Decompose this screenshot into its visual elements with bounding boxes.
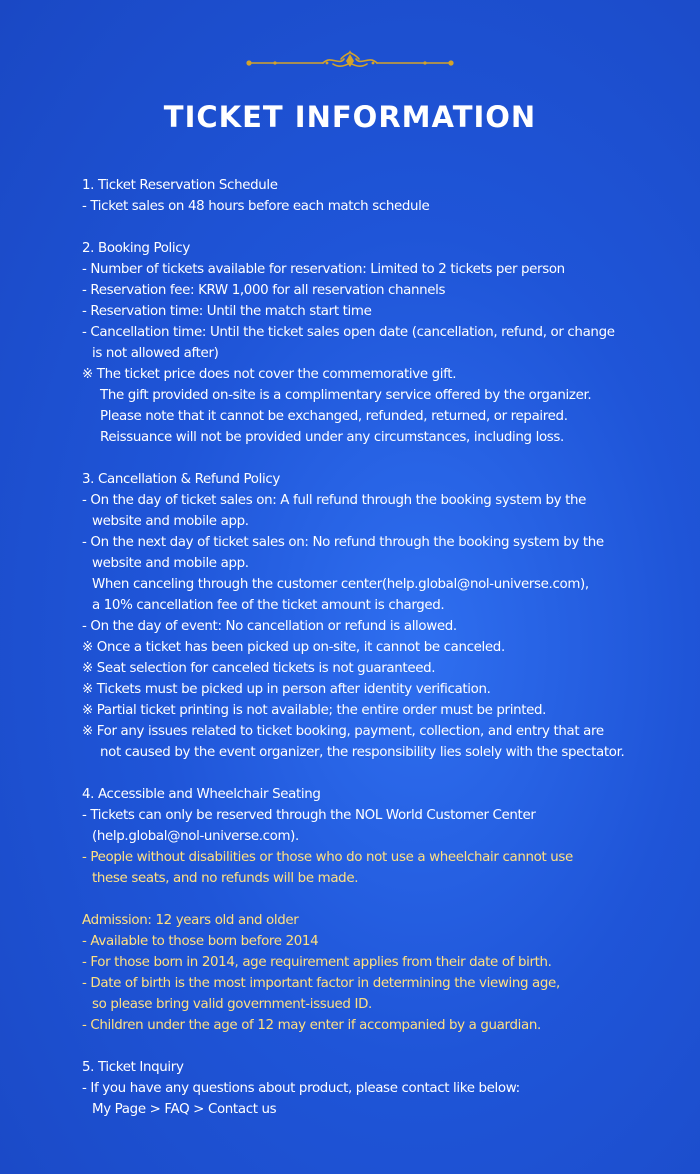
- list-item: When canceling through the customer center(help.global@nol-universe.com),: [92, 577, 589, 592]
- note-item: Please note that it cannot be exchanged, refunded, returned, or repaired.: [100, 409, 568, 424]
- list-item: is not allowed after): [92, 346, 219, 361]
- list-item: website and mobile app.: [92, 514, 249, 529]
- note-item: The gift provided on-site is a complimentary service offered by the organizer.: [100, 388, 592, 403]
- note-item: not caused by the event organizer, the responsibility lies solely with the spectator.: [100, 745, 625, 760]
- section-heading: 1. Ticket Reservation Schedule: [82, 178, 278, 193]
- section-booking-policy: [82, 238, 642, 448]
- note-item: ※ For any issues related to ticket booking, payment, collection, and entry that are: [82, 724, 604, 739]
- ticket-info-body: [82, 175, 642, 1141]
- section-heading: 3. Cancellation & Refund Policy: [82, 472, 280, 487]
- list-item: - Available to those born before 2014: [82, 934, 319, 949]
- list-item: - On the day of ticket sales on: A full refund through the booking system by the: [82, 493, 587, 508]
- list-item: so please bring valid government-issued ID.: [92, 997, 372, 1012]
- note-item: ※ Once a ticket has been picked up on-site, it cannot be canceled.: [82, 640, 505, 655]
- warning-item: - People without disabilities or those who do not use a wheelchair cannot use: [82, 850, 573, 865]
- list-item: - Children under the age of 12 may enter if accompanied by a guardian.: [82, 1018, 541, 1033]
- list-item: - Ticket sales on 48 hours before each match schedule: [82, 199, 430, 214]
- list-item: - Reservation time: Until the match start time: [82, 304, 372, 319]
- list-item: website and mobile app.: [92, 556, 249, 571]
- note-item: ※ The ticket price does not cover the commemorative gift.: [82, 367, 457, 382]
- section-heading: Admission: 12 years old and older: [82, 913, 299, 928]
- contact-path: My Page > FAQ > Contact us: [92, 1102, 277, 1117]
- list-item: - On the day of event: No cancellation or refund is allowed.: [82, 619, 457, 634]
- section-heading: 5. Ticket Inquiry: [82, 1060, 184, 1075]
- list-item: - Number of tickets available for reservation: Limited to 2 tickets per person: [82, 262, 565, 277]
- list-item: - Tickets can only be reserved through the NOL World Customer Center: [82, 808, 536, 823]
- section-heading: 2. Booking Policy: [82, 241, 190, 256]
- note-item: ※ Tickets must be picked up in person after identity verification.: [82, 682, 491, 697]
- list-item: - For those born in 2014, age requirement applies from their date of birth.: [82, 955, 552, 970]
- note-item: ※ Seat selection for canceled tickets is not guaranteed.: [82, 661, 436, 676]
- list-item: a 10% cancellation fee of the ticket amount is charged.: [92, 598, 445, 613]
- page-title: TICKET INFORMATION: [163, 100, 537, 134]
- section-ticket-inquiry: [82, 1057, 642, 1120]
- section-cancellation-refund: [82, 469, 642, 763]
- list-item: - On the next day of ticket sales on: No refund through the booking system by the: [82, 535, 604, 550]
- list-item: (help.global@nol-universe.com).: [92, 829, 299, 844]
- list-item: - If you have any questions about product, please contact like below:: [82, 1081, 520, 1096]
- gold-filigree-divider-icon: [245, 50, 455, 72]
- note-item: ※ Partial ticket printing is not available; the entire order must be printed.: [82, 703, 547, 718]
- list-item: - Cancellation time: Until the ticket sales open date (cancellation, refund, or change: [82, 325, 615, 340]
- list-item: - Reservation fee: KRW 1,000 for all reservation channels: [82, 283, 446, 298]
- list-item: - Date of birth is the most important factor in determining the viewing age,: [82, 976, 560, 991]
- section-heading: 4. Accessible and Wheelchair Seating: [82, 787, 321, 802]
- warning-item: these seats, and no refunds will be made.: [92, 871, 359, 886]
- note-item: Reissuance will not be provided under any circumstances, including loss.: [100, 430, 564, 445]
- section-reservation-schedule: [82, 175, 642, 217]
- section-admission: [82, 910, 642, 1036]
- section-accessible-seating: [82, 784, 642, 889]
